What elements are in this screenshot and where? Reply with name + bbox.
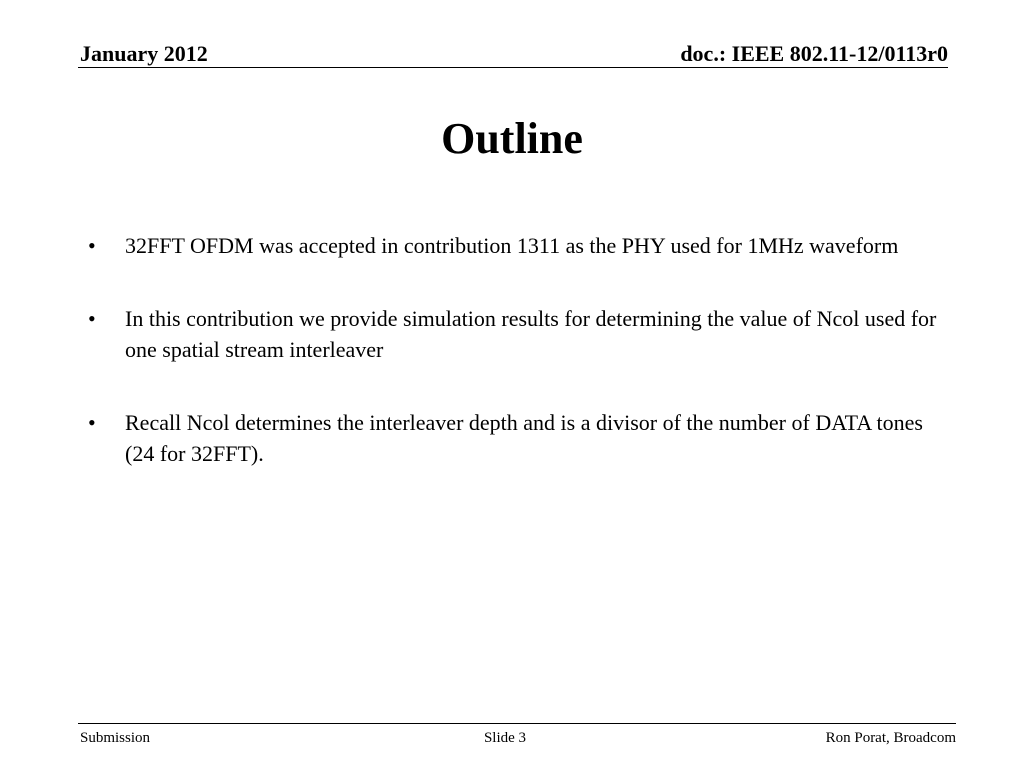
bullet-item-2 <box>88 303 938 365</box>
bullet-text: 32FFT OFDM was accepted in contribution 1311 as the PHY used for 1MHz waveform <box>125 233 899 258</box>
footer-submission: Submission <box>80 730 151 746</box>
header-doc-id: doc.: IEEE 802.11-12/0113r0 <box>680 41 948 66</box>
footer-slide-number: Slide 3 <box>483 730 527 746</box>
bullet-item-3 <box>88 407 938 469</box>
header-date: January 2012 <box>80 41 208 66</box>
bullet-icon: • <box>88 306 96 331</box>
bullet-text: Recall Ncol determines the interleaver depth and is a divisor of the number of DATA tones (24 for 32FFT). <box>125 410 923 466</box>
bullet-list <box>88 230 938 511</box>
slide-title: Outline <box>441 114 583 163</box>
bullet-text: In this contribution we provide simulation results for determining the value of Ncol used for one spatial stream interleaver <box>125 306 937 362</box>
bullet-icon: • <box>88 233 96 258</box>
footer-author: Ron Porat, Broadcom <box>825 730 956 746</box>
footer-divider <box>78 723 956 724</box>
header-divider <box>78 67 948 68</box>
bullet-icon: • <box>88 410 96 435</box>
bullet-item-1 <box>88 230 938 261</box>
